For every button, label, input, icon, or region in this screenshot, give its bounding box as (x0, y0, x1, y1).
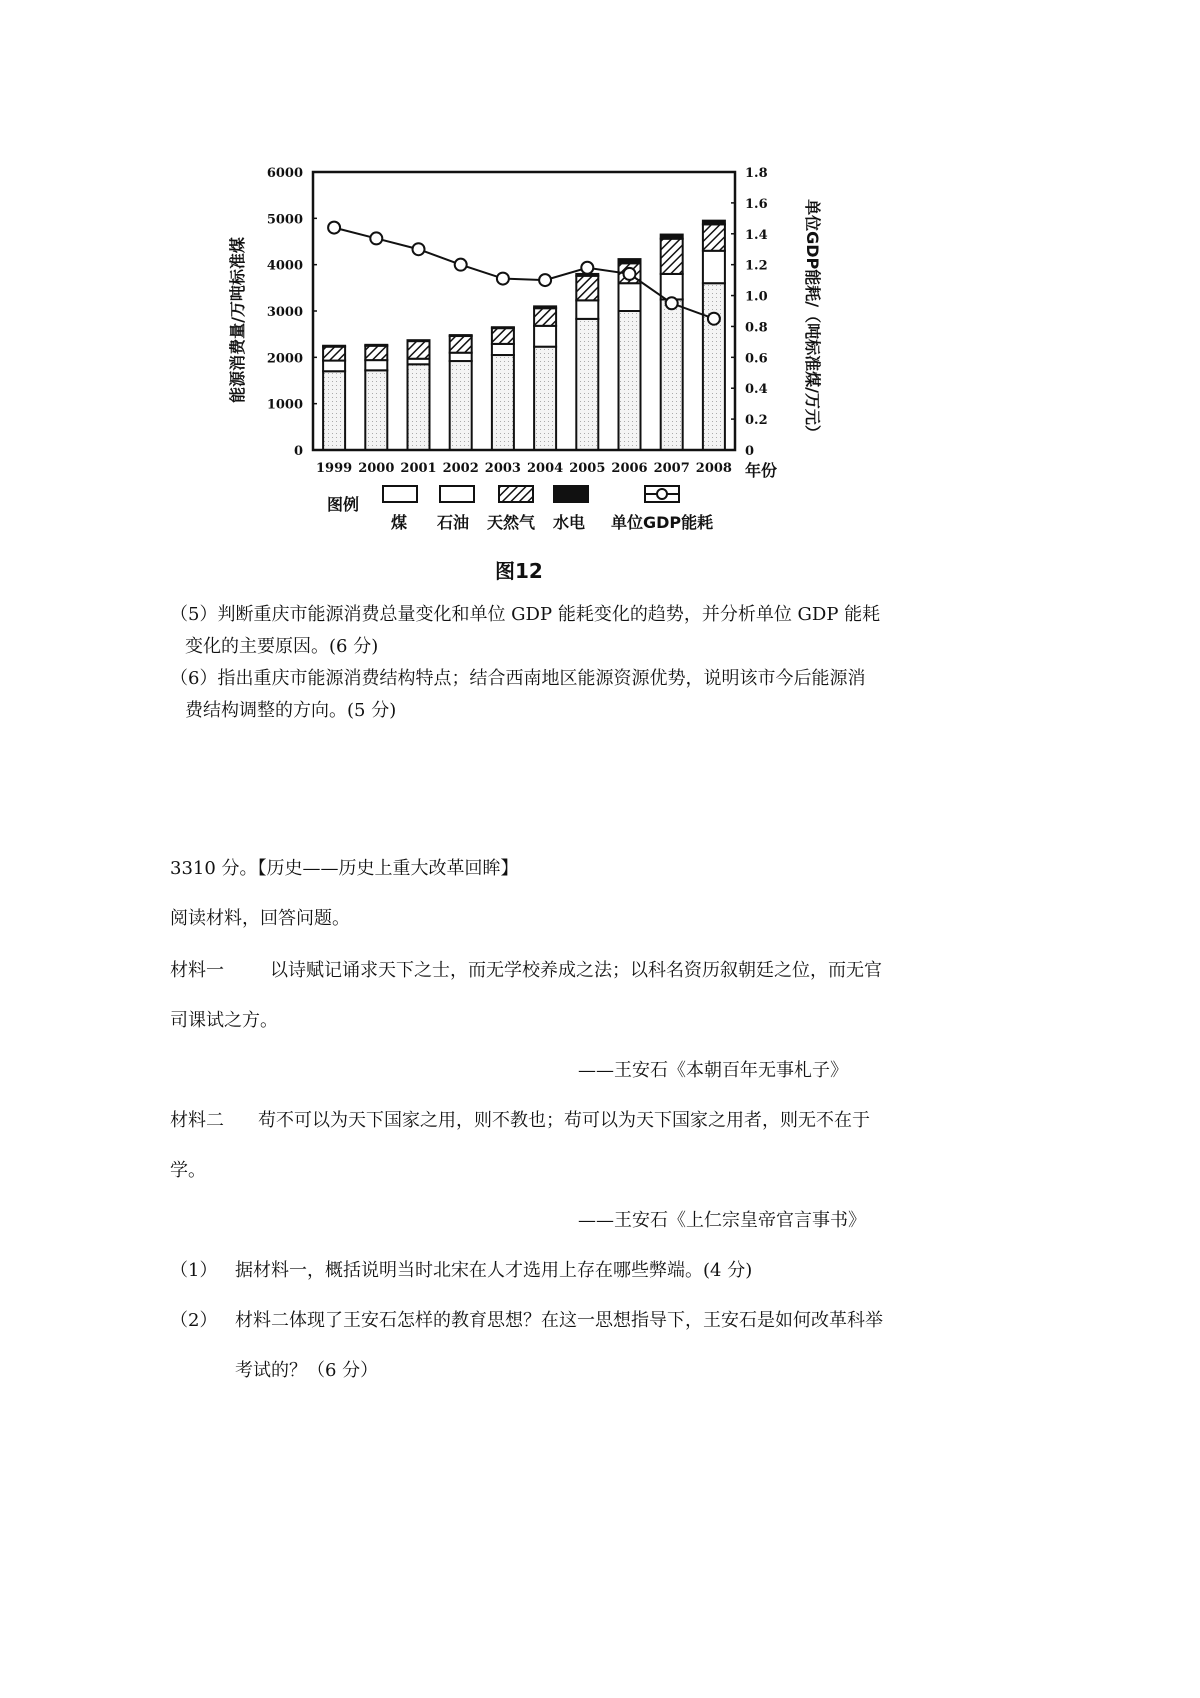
bar-segment (408, 364, 430, 450)
y-right-tick-label: 0.2 (745, 413, 768, 429)
bar-segment (492, 328, 514, 344)
bar-segment (703, 221, 725, 225)
legend-swatch-gas (499, 486, 533, 502)
legend-swatch-coal (383, 486, 417, 502)
material-1-label: 材料一 (170, 960, 224, 981)
material-2-line1: 苟不可以为天下国家之用，则不教也；苟可以为天下国家之用者，则无不在于 (258, 1110, 870, 1131)
bar-segment (576, 319, 598, 450)
legend-item-gas (487, 486, 536, 532)
legend-label-gas: 天然气 (487, 513, 536, 532)
bar-segment (492, 344, 514, 355)
bar-segment (703, 224, 725, 250)
material-1-source: ——王安石《本朝百年无事札子》 (578, 1060, 848, 1081)
legend-label-gdp-energy: 单位GDP能耗 (611, 513, 714, 532)
bar-segment (323, 361, 345, 372)
bar-segment (323, 346, 345, 347)
question-2-number: （2） (170, 1310, 218, 1331)
bar-segment (576, 300, 598, 319)
question-1-number: （1） (170, 1260, 218, 1281)
bar-segment (365, 346, 387, 360)
x-tick-label: 2005 (569, 461, 606, 476)
x-tick-label: 2001 (400, 461, 437, 476)
bar-segment (323, 371, 345, 450)
legend-label-hydro: 水电 (553, 513, 586, 532)
y-tick-label: 6000 (266, 166, 303, 181)
question-5-line1: （5）判断重庆市能源消费总量变化和单位 GDP 能耗变化的趋势，并分析单位 GDP 能耗 (170, 604, 881, 625)
bar-segment (365, 370, 387, 450)
figure-caption: 图12 (495, 559, 543, 583)
material-1-line1: 以诗赋记诵求天下之士，而无学校养成之法；以科名资历叙朝廷之位，而无官 (270, 960, 882, 981)
bar-segment (619, 283, 641, 311)
y-tick-label: 1000 (266, 397, 303, 413)
x-tick-label: 2006 (611, 461, 648, 476)
y-right-tick-label: 0.4 (745, 382, 768, 398)
bar-segment (408, 340, 430, 341)
bar-segment (661, 235, 683, 239)
bar-segment (492, 327, 514, 328)
y-right-tick-label: 1.0 (745, 289, 768, 305)
material-2-source: ——王安石《上仁宗皇帝官言事书》 (578, 1210, 866, 1231)
bar-segment (534, 308, 556, 326)
gdp-energy-point (624, 268, 636, 280)
question-1-text: 据材料一，概括说明当时北宋在人才选用上存在哪些弊端。(4 分) (235, 1260, 753, 1281)
bar-segment (661, 274, 683, 299)
legend-label-oil: 石油 (437, 513, 470, 532)
question-2-line2: 考试的？（6 分） (235, 1360, 379, 1381)
legend-item-oil (437, 486, 474, 532)
y-right-tick-label: 1.4 (745, 227, 768, 243)
gdp-energy-point (539, 274, 551, 286)
y-tick-label: 5000 (266, 212, 303, 228)
x-tick-label: 2004 (527, 461, 564, 476)
gdp-energy-point (497, 273, 509, 285)
gdp-energy-point (455, 259, 467, 271)
gdp-energy-point (328, 222, 340, 234)
y-right-tick-label: 1.6 (745, 196, 768, 212)
bar-segment (492, 355, 514, 450)
instruction: 阅读材料，回答问题。 (170, 908, 350, 929)
legend-label-coal: 煤 (391, 513, 408, 532)
x-tick-label: 2000 (358, 461, 395, 476)
bar-segment (619, 311, 641, 450)
question-5-line2: 变化的主要原因。(6 分) (185, 636, 379, 657)
y-tick-label: 4000 (266, 258, 303, 274)
section-title: 3310 分。【历史——历史上重大改革回眸】 (170, 858, 519, 879)
question-6-line1: （6）指出重庆市能源消费结构特点；结合西南地区能源资源优势，说明该市今后能源消 (170, 668, 866, 689)
bar-segment (703, 283, 725, 450)
question-6-line2: 费结构调整的方向。(5 分) (185, 700, 397, 721)
x-tick-label: 1999 (316, 461, 353, 476)
legend-marker-gdp-energy (657, 489, 667, 499)
y-tick-label: 0 (293, 444, 303, 459)
gdp-energy-point (666, 297, 678, 309)
material-1-line2: 司课试之方。 (170, 1010, 278, 1031)
energy-chart (215, 160, 855, 600)
x-tick-label: 2008 (695, 461, 732, 476)
bar-segment (450, 335, 472, 336)
material-2-label: 材料二 (170, 1110, 224, 1131)
legend-swatch-oil (440, 486, 474, 502)
x-tick-label: 2003 (484, 461, 521, 476)
bar-segment (365, 360, 387, 370)
legend-title: 图例 (327, 495, 360, 514)
gdp-energy-point (370, 232, 382, 244)
bar-segment (703, 251, 725, 283)
gdp-energy-point (708, 313, 720, 325)
gdp-energy-point (413, 243, 425, 255)
x-tick-label: 2007 (653, 461, 690, 476)
legend (327, 486, 713, 532)
question-2-line1: 材料二体现了王安石怎样的教育思想？在这一思想指导下，王安石是如何改革科举 (235, 1310, 883, 1331)
bar-segment (576, 276, 598, 301)
legend-swatch-hydro (554, 486, 588, 502)
bar-segment (661, 239, 683, 274)
gdp-energy-line (334, 228, 714, 319)
bar-segment (450, 361, 472, 450)
y-right-tick-label: 1.8 (745, 166, 768, 181)
bar-segment (619, 259, 641, 263)
y-right-tick-label: 0 (745, 444, 755, 459)
bar-segment (323, 347, 345, 361)
legend-item-hydro (553, 486, 588, 532)
bar-segment (534, 306, 556, 308)
bar-segment (534, 347, 556, 450)
y-tick-label: 3000 (266, 305, 303, 320)
bar-segment (450, 353, 472, 361)
bar-segment (450, 336, 472, 353)
y-right-tick-label: 1.2 (745, 258, 768, 274)
y-axis-label: 能源消费量/万吨标准煤 (228, 237, 247, 403)
material-2-line2: 学。 (170, 1160, 206, 1181)
bar-segment (408, 341, 430, 359)
bar-segment (365, 345, 387, 346)
x-tick-label: 2002 (442, 461, 479, 476)
legend-item-gdp-energy (611, 486, 713, 532)
y-right-tick-label: 0.8 (745, 320, 768, 336)
y-tick-label: 2000 (266, 351, 303, 367)
x-axis-label: 年份 (745, 461, 778, 480)
bar-segment (534, 326, 556, 347)
y-axis-label-right: 单位GDP能耗/（吨标准煤/万元） (803, 199, 822, 441)
legend-item-coal (383, 486, 417, 532)
y-right-tick-label: 0.6 (745, 351, 768, 367)
gdp-energy-point (581, 262, 593, 274)
bar-segment (661, 299, 683, 450)
